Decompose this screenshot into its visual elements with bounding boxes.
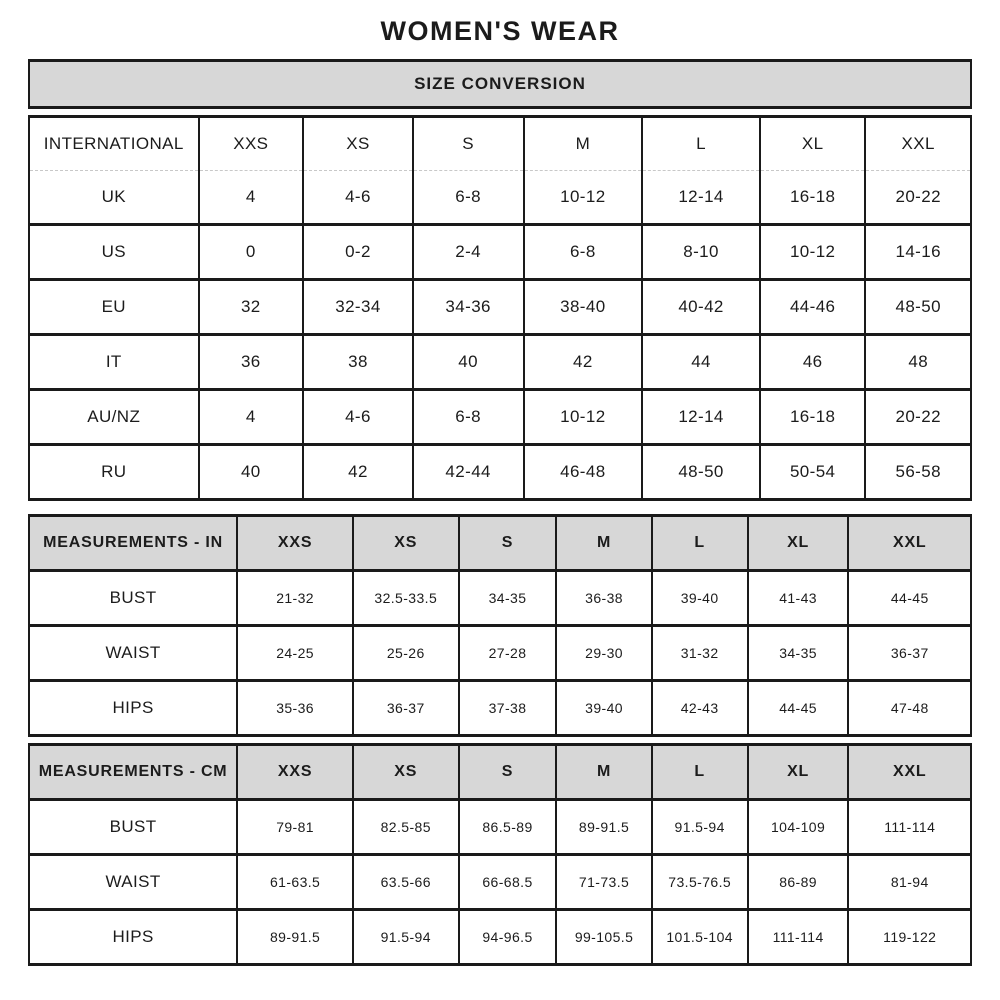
measurement-value-cell: 82.5-85 — [353, 800, 459, 855]
measurement-value-cell: 36-37 — [353, 681, 459, 736]
size-value-cell: 42-44 — [413, 445, 524, 500]
size-column-header: INTERNATIONAL — [29, 117, 199, 171]
size-value-cell: 42 — [303, 445, 413, 500]
measurement-value-cell: 32.5-33.5 — [353, 571, 459, 626]
size-value-cell: 38 — [303, 335, 413, 390]
measurement-value-cell: 89-91.5 — [237, 910, 353, 965]
measurements-in-body — [29, 571, 971, 736]
size-value-cell: 16-18 — [760, 171, 866, 225]
measurement-value-cell: 27-28 — [459, 626, 557, 681]
size-column-header: XL — [748, 745, 849, 800]
measurements-in-header-row — [29, 516, 971, 571]
size-value-cell: 40 — [199, 445, 304, 500]
size-conversion-body — [29, 171, 971, 500]
size-value-cell: 46 — [760, 335, 866, 390]
measurement-value-cell: 39-40 — [556, 681, 651, 736]
measurements-in-row — [29, 626, 971, 681]
measurement-value-cell: 91.5-94 — [353, 910, 459, 965]
size-column-header: L — [642, 117, 760, 171]
measurement-value-cell: 29-30 — [556, 626, 651, 681]
measurement-value-cell: 39-40 — [652, 571, 748, 626]
size-value-cell: 40 — [413, 335, 524, 390]
row-label: HIPS — [29, 910, 237, 965]
size-value-cell: 4 — [199, 390, 304, 445]
measurement-value-cell: 86.5-89 — [459, 800, 557, 855]
measurement-value-cell: 81-94 — [848, 855, 971, 910]
measurement-value-cell: 24-25 — [237, 626, 353, 681]
measurement-value-cell: 36-38 — [556, 571, 651, 626]
measurement-value-cell: 89-91.5 — [556, 800, 651, 855]
size-column-header: S — [459, 745, 557, 800]
measurement-value-cell: 25-26 — [353, 626, 459, 681]
size-conversion-section — [28, 59, 972, 501]
size-value-cell: 48-50 — [865, 280, 971, 335]
size-column-header: M — [524, 117, 643, 171]
measurement-value-cell: 71-73.5 — [556, 855, 651, 910]
row-label: US — [29, 225, 199, 280]
size-value-cell: 4 — [199, 171, 304, 225]
size-column-header: L — [652, 745, 748, 800]
size-value-cell: 50-54 — [760, 445, 866, 500]
size-value-cell: 48 — [865, 335, 971, 390]
size-conversion-row — [29, 390, 971, 445]
size-value-cell: 44 — [642, 335, 760, 390]
size-column-header: XS — [303, 117, 413, 171]
size-value-cell: 36 — [199, 335, 304, 390]
row-label: WAIST — [29, 626, 237, 681]
measurement-value-cell: 61-63.5 — [237, 855, 353, 910]
size-value-cell: 10-12 — [760, 225, 866, 280]
measurement-value-cell: 41-43 — [748, 571, 849, 626]
measurement-value-cell: 21-32 — [237, 571, 353, 626]
measurements-cm-row — [29, 800, 971, 855]
row-label: HIPS — [29, 681, 237, 736]
measurement-value-cell: 47-48 — [848, 681, 971, 736]
size-value-cell: 14-16 — [865, 225, 971, 280]
measurements-in-section — [28, 514, 972, 737]
row-label: AU/NZ — [29, 390, 199, 445]
size-conversion-row — [29, 280, 971, 335]
size-conversion-banner: SIZE CONVERSION — [28, 59, 972, 109]
row-label: WAIST — [29, 855, 237, 910]
measurement-value-cell: 79-81 — [237, 800, 353, 855]
size-value-cell: 10-12 — [524, 171, 643, 225]
size-value-cell: 38-40 — [524, 280, 643, 335]
measurement-value-cell: 37-38 — [459, 681, 557, 736]
size-column-header: M — [556, 745, 651, 800]
size-column-header: M — [556, 516, 651, 571]
size-value-cell: 12-14 — [642, 390, 760, 445]
size-value-cell: 6-8 — [413, 390, 524, 445]
size-value-cell: 46-48 — [524, 445, 643, 500]
size-conversion-row — [29, 445, 971, 500]
size-column-header: S — [413, 117, 524, 171]
measurement-value-cell: 35-36 — [237, 681, 353, 736]
measurement-value-cell: 42-43 — [652, 681, 748, 736]
measurement-value-cell: 34-35 — [459, 571, 557, 626]
measurement-value-cell: 104-109 — [748, 800, 849, 855]
measurement-value-cell: 101.5-104 — [652, 910, 748, 965]
size-value-cell: 32 — [199, 280, 304, 335]
measurement-value-cell: 119-122 — [848, 910, 971, 965]
measurement-value-cell: 86-89 — [748, 855, 849, 910]
size-column-header: S — [459, 516, 557, 571]
measurement-value-cell: 73.5-76.5 — [652, 855, 748, 910]
size-column-header: L — [652, 516, 748, 571]
row-label: IT — [29, 335, 199, 390]
measurement-value-cell: 44-45 — [748, 681, 849, 736]
measurement-value-cell: 99-105.5 — [556, 910, 651, 965]
size-value-cell: 4-6 — [303, 390, 413, 445]
size-value-cell: 0-2 — [303, 225, 413, 280]
size-value-cell: 6-8 — [413, 171, 524, 225]
measurements-in-table — [28, 514, 972, 737]
size-value-cell: 10-12 — [524, 390, 643, 445]
measurements-cm-table — [28, 743, 972, 966]
size-value-cell: 6-8 — [524, 225, 643, 280]
size-conversion-row — [29, 225, 971, 280]
size-conversion-row — [29, 335, 971, 390]
size-value-cell: 32-34 — [303, 280, 413, 335]
row-label: EU — [29, 280, 199, 335]
size-column-header: XXL — [848, 516, 971, 571]
size-column-header: XXL — [848, 745, 971, 800]
size-column-header: XXL — [865, 117, 971, 171]
size-value-cell: 48-50 — [642, 445, 760, 500]
measurement-value-cell: 44-45 — [848, 571, 971, 626]
size-value-cell: 2-4 — [413, 225, 524, 280]
size-value-cell: 40-42 — [642, 280, 760, 335]
row-label: UK — [29, 171, 199, 225]
size-value-cell: 56-58 — [865, 445, 971, 500]
measurements-cm-row — [29, 855, 971, 910]
size-column-header: XL — [748, 516, 849, 571]
measurements-cm-body — [29, 800, 971, 965]
size-value-cell: 42 — [524, 335, 643, 390]
size-column-header: XS — [353, 516, 459, 571]
size-column-header: XXS — [237, 745, 353, 800]
size-value-cell: 20-22 — [865, 171, 971, 225]
measurements-in-row — [29, 571, 971, 626]
measurement-value-cell: 111-114 — [748, 910, 849, 965]
measurements-in-title: MEASUREMENTS - IN — [29, 516, 237, 571]
measurement-value-cell: 111-114 — [848, 800, 971, 855]
page-title: WOMEN'S WEAR — [380, 16, 620, 46]
measurement-value-cell: 66-68.5 — [459, 855, 557, 910]
measurement-value-cell: 36-37 — [848, 626, 971, 681]
measurements-cm-section — [28, 743, 972, 966]
size-column-header: XXS — [199, 117, 304, 171]
size-column-header: XL — [760, 117, 866, 171]
measurements-cm-header-row — [29, 745, 971, 800]
row-label: RU — [29, 445, 199, 500]
size-value-cell: 8-10 — [642, 225, 760, 280]
measurement-value-cell: 91.5-94 — [652, 800, 748, 855]
measurements-cm-title: MEASUREMENTS - CM — [29, 745, 237, 800]
size-conversion-row — [29, 171, 971, 225]
size-value-cell: 0 — [199, 225, 304, 280]
size-header-row — [29, 117, 971, 171]
size-conversion-table — [28, 115, 972, 501]
measurement-value-cell: 94-96.5 — [459, 910, 557, 965]
measurement-value-cell: 34-35 — [748, 626, 849, 681]
measurements-in-row — [29, 681, 971, 736]
measurements-cm-row — [29, 910, 971, 965]
row-label: BUST — [29, 571, 237, 626]
size-value-cell: 20-22 — [865, 390, 971, 445]
size-value-cell: 4-6 — [303, 171, 413, 225]
row-label: BUST — [29, 800, 237, 855]
size-column-header: XS — [353, 745, 459, 800]
measurement-value-cell: 63.5-66 — [353, 855, 459, 910]
size-value-cell: 16-18 — [760, 390, 866, 445]
measurement-value-cell: 31-32 — [652, 626, 748, 681]
size-value-cell: 12-14 — [642, 171, 760, 225]
size-value-cell: 34-36 — [413, 280, 524, 335]
size-value-cell: 44-46 — [760, 280, 866, 335]
size-column-header: XXS — [237, 516, 353, 571]
